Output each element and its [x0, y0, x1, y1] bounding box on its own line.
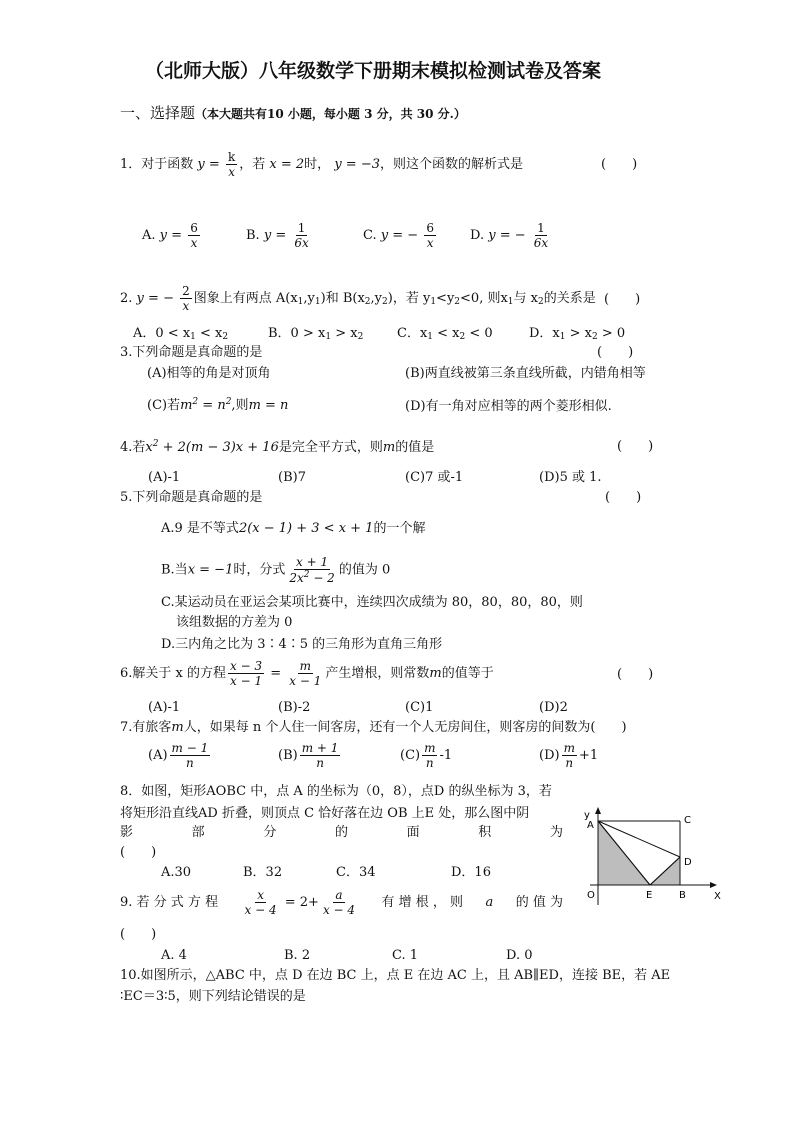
q7-c-num: m [424, 741, 436, 755]
q3-c-text: (C)若 [147, 398, 181, 413]
q6-var-m: m [429, 666, 442, 681]
q1-b-frac [292, 222, 310, 249]
label-e: E [646, 890, 653, 901]
q8-word: 部 [191, 825, 205, 840]
q8-word: 面 [406, 825, 420, 840]
q7-a-frac [170, 742, 211, 769]
q5-a-text: A.9 是不等式 [161, 521, 239, 536]
q4-option-b: (B)7 [278, 470, 306, 485]
q1-option-a: A. y = $\frac{6}{x}$ [142, 221, 198, 250]
question-9 [120, 889, 563, 916]
section-title: 一、选择题 [120, 104, 196, 122]
q2-b-text2: > x [331, 326, 358, 341]
label-d: D [684, 857, 692, 868]
q1-answer-paren: ( ) [601, 157, 638, 172]
q10-line1: 10.如图所示，△ABC 中，点 D 在边 BC 上，点 E 在边 AC 上，且 AB∥ED，连接 BE，若 AE [120, 968, 671, 983]
q5-option-d: D.三内角之比为 3∶4∶5 的三角形为直角三角形 [161, 637, 443, 652]
q2-a-text2: < x [195, 326, 223, 341]
q6-frac-left [228, 660, 264, 687]
q7-a-letter: (A) [148, 748, 168, 763]
q9-stem-b: 有 增 根 ， 则 [381, 895, 464, 910]
q3-option-a: (A)相等的角是对顶角 [147, 366, 271, 381]
q2-sub: 2 [454, 297, 461, 307]
q9-right-den: x − 4 [322, 903, 356, 917]
q9-option-d: D. 0 [506, 948, 533, 963]
q1-b-den: 6x [294, 236, 309, 250]
q1-frac-num: k [227, 150, 236, 164]
q1-cond1: x = 2 [269, 157, 305, 172]
q5-a-text2: 的一个解 [373, 521, 426, 536]
q2-frac-num: 2 [182, 284, 190, 298]
q3-answer-paren: ( ) [597, 345, 634, 360]
q7-d-den: n [565, 756, 574, 770]
q4-var-m: m [382, 440, 396, 455]
q9-stem-c: 的 值 为 [515, 895, 563, 910]
q5-b-den: $2x^2 - 2$ [289, 570, 335, 585]
q5-option-b [161, 556, 390, 584]
q2-d-text3: > 0 [597, 326, 626, 341]
q8-option-d: D．16 [451, 865, 491, 880]
label-o: O [587, 890, 595, 901]
q6-stem-b: 产生增根，则常数 [325, 666, 430, 681]
q6-right-num: m [299, 659, 311, 673]
question-6: 6.解关于 x 的方程 $\frac{x - 3}{x - 1}$ = $\frac{m}{x - 1}$ 产生增根，则常数m的值等于 [120, 659, 494, 688]
rectangle-fold-figure [578, 805, 728, 913]
q2-sub: 2 [538, 297, 544, 307]
q6-right-den: x − 1 [289, 674, 322, 688]
q2-stem-d: ,y [370, 291, 383, 306]
q7-stem-b: 人，如果每 n 个人住一间客房，还有一个人无房间住，则客房的间数为 [183, 720, 591, 735]
q1-option-c: C. y = − $\frac{6}{x}$ [363, 221, 434, 250]
q2-answer-paren: ( ) [604, 292, 641, 307]
q9-option-a: A. 4 [161, 948, 187, 963]
q8-word: 为 [549, 825, 563, 840]
q7-option-d [539, 742, 598, 769]
q7-c-den: n [425, 756, 434, 770]
q2-frac-den: x [182, 299, 190, 313]
q7-b-den: n [316, 756, 324, 770]
q1-a-den: x [190, 236, 198, 250]
q5-option-c-line1: C.某运动员在亚运会某项比赛中，连续四次成绩为 80，80，80，80，则 [161, 595, 583, 610]
q9-right-num: a [335, 888, 343, 902]
label-c: C [684, 815, 691, 826]
q5-b-num: x + 1 [296, 555, 329, 569]
question-2: 2. y = − $\frac{2}{x}$ 图象上有两点 $A(x_1,y_1)$和 $B(x_2,y_2)$，若 $y_1<y_2<0$, 则$x_1$与 $x_2$的关系是 [120, 284, 596, 313]
q2-sub: 2 [364, 297, 371, 307]
q2-stem-c: )和 B(x [320, 291, 365, 306]
q9-option-c: C. 1 [392, 948, 419, 963]
q2-stem-a: 图象上有两点 A(x [193, 291, 298, 306]
q8-word: 积 [478, 825, 492, 840]
q1-c-y: y [380, 228, 389, 243]
q2-stem-e: )，若 y [387, 291, 431, 306]
q1-a-num: 6 [190, 221, 198, 235]
q1-fraction [226, 151, 237, 178]
q1-a-y: y [159, 228, 168, 243]
question-3: 3.下列命题是真命题的是 [120, 345, 263, 360]
question-1: 1．对于函数 y = $\frac{k}{x}$ ，若 x = 2时， y = −3，则这个函数的解析式是 [120, 150, 523, 179]
q7-paren: ( ) [590, 720, 627, 735]
q2-option-c [397, 327, 493, 342]
q2-option-a [133, 327, 228, 342]
q5-b-text2: 时，分式 [233, 562, 286, 578]
q5-b-text3: 的值为 0 [338, 562, 391, 578]
question-4 [120, 440, 434, 454]
q7-c-after: -1 [439, 748, 453, 763]
q1-b-y: y [263, 228, 272, 243]
q8-word: 分 [263, 825, 277, 840]
q1-b-letter: B. [246, 228, 260, 243]
q2-d-text2: > x [565, 326, 592, 341]
q4-stem-c: 的值是 [395, 440, 435, 455]
q7-d-letter: (D) [539, 748, 560, 763]
q2-sub: 1 [190, 332, 196, 342]
q1-c-den: x [426, 236, 434, 250]
q9-var-a: a [485, 895, 494, 910]
q2-d-text: D．x [529, 326, 560, 341]
q2-sub: 2 [382, 297, 388, 307]
q7-b-frac [300, 742, 341, 769]
q6-stem-c: 的值等于 [441, 666, 494, 681]
q1-a-letter: A. [142, 228, 156, 243]
q2-var-y: y [136, 291, 144, 306]
q3-c-math1: $m^2 = n^2$ [180, 397, 232, 413]
q2-b-text: B．0 > x [268, 326, 326, 341]
q2-sub: 1 [427, 332, 434, 342]
q3-c-text2: ,则 [231, 398, 249, 413]
q9-frac-right [321, 889, 357, 916]
q7-option-a [148, 742, 212, 769]
q2-c-text: C．x [397, 326, 428, 341]
q4-option-d: (D)5 或 1. [539, 470, 602, 485]
page-title: （北师大版）八年级数学下册期末模拟检测试卷及答案 [145, 60, 602, 82]
q7-var-m: m [171, 720, 184, 735]
q7-option-b [278, 742, 342, 769]
q8-answer-paren: ( ) [120, 845, 157, 860]
q9-left-num: x [257, 888, 264, 902]
q3-c-math2: m = n [248, 398, 289, 413]
q1-option-b: B. y = $\frac{1}{6x}$ [246, 221, 309, 250]
q2-option-b [268, 327, 363, 342]
q1-c-frac [424, 222, 436, 249]
q6-stem-a: 6.解关于 x 的方程 [120, 666, 226, 681]
q7-option-c [400, 742, 452, 769]
q8-option-c: C．34 [336, 865, 376, 880]
q7-b-num: m + 1 [301, 741, 339, 755]
q2-sub: 1 [297, 297, 304, 307]
q8-option-b: B．32 [243, 865, 283, 880]
q1-d-y: y [488, 228, 496, 243]
q6-left-den: x − 1 [230, 674, 263, 688]
q2-fraction [180, 285, 192, 312]
q7-d-frac [562, 742, 577, 769]
q1-c-num: 6 [426, 221, 434, 235]
section-heading [120, 106, 466, 121]
q7-stem-a: 7.有旅客 [120, 720, 172, 735]
q2-sub: 1 [325, 332, 332, 342]
q1-frac-den: x [228, 165, 235, 179]
q5-answer-paren: ( ) [605, 490, 642, 505]
q7-d-after: +1 [578, 748, 599, 763]
q7-c-frac [422, 742, 437, 769]
label-x: X [714, 891, 721, 902]
q7-a-num: m − 1 [171, 741, 209, 755]
q2-stem-h: 与 x [513, 291, 538, 306]
q8-word: 的 [334, 825, 348, 840]
q1-d-frac [532, 222, 550, 249]
q8-line2: 将矩形沿直线AD 折叠，则顶点 C 恰好落在边 OB 上E 处，那么图中阴 [120, 806, 530, 821]
q3-option-b: (B)两直线被第三条直线所截，内错角相等 [405, 366, 646, 381]
q7-a-den: n [186, 756, 194, 770]
q6-answer-paren: ( ) [617, 667, 654, 682]
q4-stem-a: 4.若 [120, 440, 146, 455]
y-axis-arrow [595, 807, 601, 814]
q5-a-math: 2(x − 1) + 3 < x + 1 [238, 521, 374, 536]
q6-left-num: x − 3 [230, 659, 263, 673]
q9-frac-left [243, 889, 279, 916]
q2-sub: 2 [222, 332, 229, 342]
q8-option-a: A.30 [161, 865, 192, 880]
label-a: A [587, 820, 594, 831]
x-axis-arrow [710, 882, 717, 888]
q1-d-den: 6x [533, 236, 549, 250]
question-7 [120, 721, 627, 734]
label-y: y [584, 810, 590, 821]
q3-option-c [147, 398, 288, 412]
q2-sub: 1 [559, 332, 566, 342]
q2-c-text3: < 0 [465, 326, 493, 341]
q7-b-letter: (B) [278, 748, 298, 763]
q1-stem-d: ，则这个函数的解析式是 [379, 157, 523, 172]
q1-option-d: D. y = − $\frac{1}{6x}$ [470, 221, 549, 250]
q1-stem-a: 1．对于函数 [120, 157, 194, 172]
q2-stem-b: ,y [303, 291, 315, 306]
q2-option-d [529, 327, 625, 342]
q8-line1: 8．如图，矩形AOBC 中，点 A 的坐标为（0，8），点D 的纵坐标为 3，若 [120, 784, 552, 799]
q2-stem-g: <0, 则x [460, 291, 508, 306]
q9-option-b: B. 2 [284, 948, 311, 963]
q6-option-a: (A)-1 [148, 700, 181, 715]
q5-option-c-line2: 该组数据的方差为 0 [176, 615, 293, 630]
q2-c-text2: < x [433, 326, 460, 341]
q1-var-y: y [197, 157, 205, 172]
q4-stem-b: 是完全平方式，则 [278, 440, 383, 455]
q6-option-c: (C)1 [405, 700, 434, 715]
q1-d-num: 1 [537, 221, 545, 235]
q1-cond2: y = −3 [334, 157, 380, 172]
q5-b-math: x = −1 [187, 562, 234, 578]
q5-option-a [161, 522, 425, 535]
q8-line3 [120, 826, 563, 839]
q3-option-d: (D)有一角对应相等的两个菱形相似. [405, 399, 612, 414]
q1-stem-c: 时， [304, 157, 331, 172]
q2-sub: 1 [507, 297, 514, 307]
q8-word: 影 [120, 825, 134, 840]
q9-stem-a: 9. 若 分 式 方 程 [120, 895, 219, 910]
q2-sub: 2 [357, 332, 364, 342]
q2-sub: 2 [592, 332, 598, 342]
q2-sub: 2 [459, 332, 466, 342]
q9-left-den: x − 4 [244, 903, 277, 917]
q6-option-b: (B)-2 [278, 700, 311, 715]
q1-a-frac [188, 222, 200, 249]
q2-sub: 1 [430, 297, 437, 307]
q6-option-d: (D)2 [539, 700, 568, 715]
q1-d-letter: D. [470, 228, 485, 243]
q2-num: 2. [120, 291, 133, 306]
q4-option-c: (C)7 或-1 [405, 470, 464, 485]
q1-b-num: 1 [297, 221, 306, 235]
label-b: B [679, 890, 686, 901]
q5-b-frac [287, 556, 336, 584]
section-note: （本大题共有10 小题，每小题 3 分，共 30 分.） [195, 107, 466, 121]
q4-option-a: (A)-1 [148, 470, 181, 485]
q1-c-letter: C. [363, 228, 377, 243]
q2-a-text: A．0 < x [133, 326, 191, 341]
q4-answer-paren: ( ) [617, 439, 654, 454]
q2-stem-f: <y [436, 291, 455, 306]
q9-equation: $\frac{x}{x - 4}$ = 2+ $\frac{a}{x - 4}$ [244, 888, 356, 917]
q9-answer-paren: ( ) [120, 927, 157, 942]
q2-stem-i: 的关系是 [543, 291, 596, 306]
q10-line2: ∶EC＝3∶5，则下列结论错误的是 [120, 989, 306, 1004]
q7-d-num: m [563, 741, 575, 755]
q7-c-letter: (C) [400, 748, 421, 763]
q4-expr: $x^2 + 2(m - 3)x + 16$ [145, 439, 279, 455]
q5-b-text: B.当 [161, 562, 188, 578]
question-5: 5.下列命题是真命题的是 [120, 490, 263, 505]
q2-sub: 1 [314, 297, 321, 307]
q6-frac-right [287, 660, 323, 687]
q1-stem-b: ，若 [239, 157, 266, 172]
